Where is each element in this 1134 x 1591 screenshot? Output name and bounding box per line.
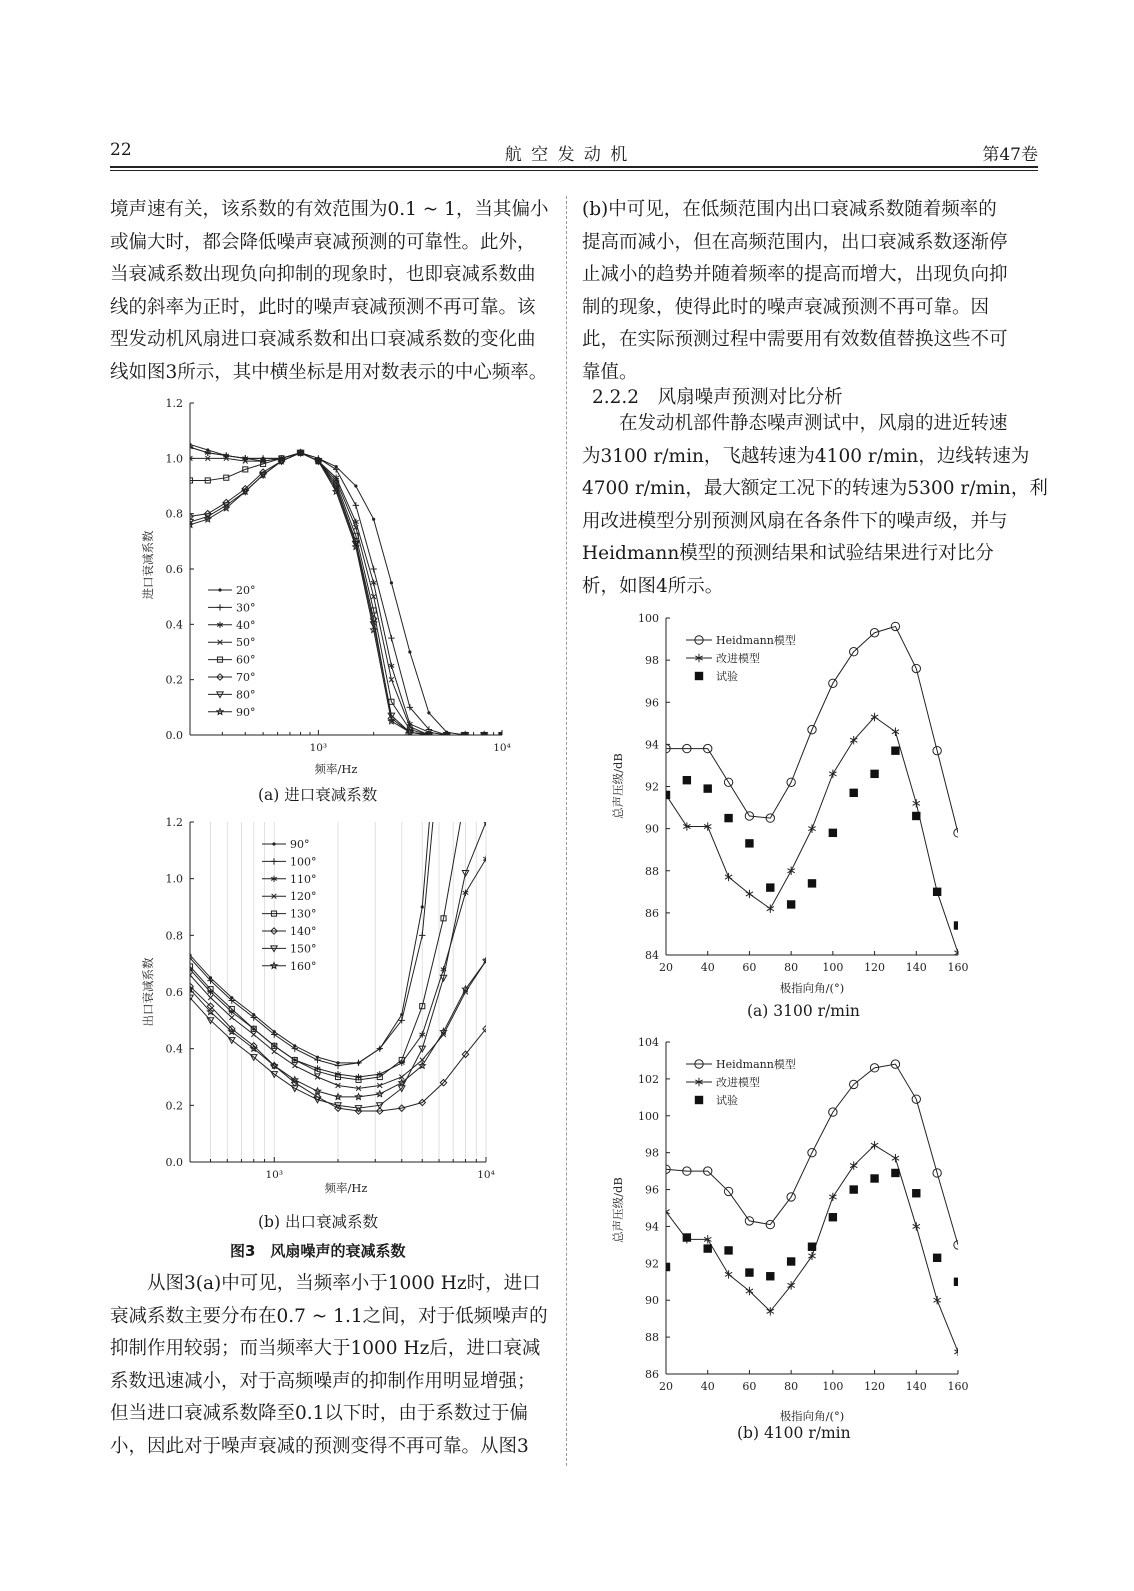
data-point [766, 883, 774, 891]
legend-label: 150° [290, 942, 317, 956]
data-point [704, 784, 712, 792]
data-point [419, 932, 425, 938]
legend-label: 改进模型 [716, 652, 760, 665]
data-point [388, 635, 394, 641]
data-point [891, 746, 899, 754]
x-axis-label: 极指向角/(°) [779, 1409, 845, 1423]
data-point [870, 1174, 878, 1182]
x-tick-label: 60 [742, 1380, 757, 1393]
data-point [808, 1243, 816, 1251]
y-tick-label: 96 [645, 696, 659, 710]
y-tick-label: 98 [645, 654, 659, 668]
x-axis-label: 频率/Hz [314, 762, 358, 776]
legend [262, 838, 317, 973]
legend-label: 40° [236, 618, 256, 632]
x-tick-label: 20 [659, 1380, 673, 1393]
fig4a-caption: (a) 3100 r/min [747, 1002, 860, 1020]
text-line: 线如图3所示，其中横坐标是用对数表示的中心频率。 [110, 361, 548, 383]
data-point [746, 890, 753, 898]
text-line: 用改进模型分别预测风扇在各条件下的噪声级，并与 [582, 510, 1008, 532]
legend-label: 试验 [716, 1094, 738, 1107]
text-line: 衰减系数主要分布在0.7 ~ 1.1之间，对于低频噪声的 [110, 1305, 548, 1327]
data-point [427, 711, 430, 714]
data-point [724, 814, 732, 822]
text-line: 线的斜率为正时，此时的噪声衰减预测不再可靠。该 [110, 296, 536, 318]
data-point [725, 1270, 732, 1278]
x-axis-label: 频率/Hz [324, 1181, 368, 1195]
fig3b-chart [110, 812, 550, 1202]
data-point [808, 879, 816, 887]
x-tick-label: 10⁴ [493, 742, 511, 754]
data-point [891, 1169, 899, 1177]
data-point [390, 581, 393, 584]
data-point [333, 466, 339, 472]
y-tick-label: 104 [638, 1036, 659, 1049]
x-tick-label: 80 [784, 1380, 799, 1393]
subsection-heading: 2.2.2 风扇噪声预测对比分析 [592, 387, 843, 408]
plot-area [662, 1060, 962, 1356]
data-point [766, 1272, 774, 1280]
data-point [315, 1075, 320, 1080]
y-tick-label: 84 [645, 949, 659, 962]
header-rule-thick [110, 166, 1038, 168]
data-point [787, 900, 795, 908]
y-axis-label: 出口衰减系数 [141, 957, 155, 1027]
legend [208, 584, 256, 719]
y-tick-label: 100 [638, 1109, 659, 1123]
y-tick-label: 94 [645, 1220, 659, 1234]
data-point [913, 1222, 920, 1230]
data-point [933, 1254, 941, 1262]
x-tick-label: 100 [822, 961, 844, 974]
legend-label: 80° [236, 688, 256, 702]
text-line: (b)中可见，在低频范围内出口衰减系数随着频率的 [582, 199, 997, 220]
x-tick-label: 10³ [265, 1169, 284, 1181]
x-tick-label: 80 [784, 961, 799, 974]
series-80° [187, 450, 505, 738]
page-number: 22 [110, 140, 132, 160]
y-tick-label: 1.2 [165, 397, 183, 410]
y-tick-label: 86 [645, 1368, 659, 1381]
data-point [371, 580, 377, 586]
data-point [662, 1263, 670, 1271]
y-tick-label: 0.4 [165, 618, 183, 632]
right-paragraph-2 [582, 408, 1048, 603]
data-point [408, 650, 411, 653]
text-line: 小，因此对于噪声衰减的预测变得不再可靠。从图3 [110, 1435, 529, 1457]
y-tick-label: 0.0 [165, 729, 183, 742]
volume-label: 第47卷 [982, 145, 1038, 165]
data-point [463, 890, 469, 896]
data-point [913, 799, 920, 807]
data-point [370, 566, 376, 572]
data-point [355, 1060, 361, 1066]
data-point [934, 1296, 941, 1304]
legend-label: 试验 [716, 670, 738, 683]
y-tick-label: 92 [645, 1257, 659, 1271]
text-line: 抑制作用较弱；而当频率大于1000 Hz后，进口衰减 [110, 1338, 541, 1359]
header-rule-thin [110, 170, 1038, 171]
data-point [767, 904, 774, 912]
text-line: 4700 r/min，最大额定工况下的转速为5300 r/min，利 [582, 478, 1048, 499]
data-point [954, 1348, 961, 1356]
y-tick-label: 1.0 [165, 452, 183, 466]
data-point [954, 829, 962, 837]
data-point [704, 1244, 712, 1252]
data-point [954, 1278, 962, 1286]
series-60° [187, 450, 504, 737]
data-point [683, 776, 691, 784]
column-divider [566, 196, 567, 1466]
y-tick-label: 96 [645, 1183, 659, 1197]
data-point [229, 1015, 234, 1020]
y-tick-label: 0.8 [165, 929, 183, 943]
data-point [788, 867, 795, 875]
legend-marker [217, 604, 223, 610]
legend-label: 130° [290, 907, 317, 921]
legend [686, 633, 796, 683]
y-tick-label: 0.4 [165, 1042, 183, 1056]
x-tick-label: 40 [700, 961, 715, 974]
legend-label: 改进模型 [716, 1076, 760, 1089]
legend-label: 140° [290, 925, 317, 938]
y-tick-label: 94 [645, 738, 659, 752]
data-point [954, 1241, 962, 1249]
y-tick-label: 1.2 [165, 816, 183, 829]
x-tick-label: 140 [905, 1380, 927, 1393]
legend-label: Heidmann模型 [716, 1058, 796, 1071]
x-tick-label: 60 [742, 961, 757, 974]
legend-label: 160° [290, 959, 317, 973]
series-30° [187, 444, 505, 738]
data-point [662, 791, 670, 799]
text-line: Heidmann模型的预测结果和试验结果进行对比分 [582, 543, 994, 564]
y-tick-label: 90 [645, 1294, 659, 1308]
data-point [353, 502, 359, 508]
y-axis-label: 总声压级/dB [611, 1177, 625, 1243]
legend-label: Heidmann模型 [716, 634, 796, 647]
legend-label: 100° [290, 855, 317, 869]
data-point [808, 824, 815, 832]
y-tick-label: 92 [645, 780, 659, 794]
y-tick-label: 90 [645, 822, 659, 836]
data-point [389, 663, 395, 669]
y-tick-label: 100 [638, 612, 659, 625]
data-point [829, 829, 837, 837]
text-line: 在发动机部件静态噪声测试中，风扇的进近转速 [619, 413, 1008, 434]
fig3a-caption: (a) 进口衰减系数 [258, 786, 378, 804]
data-point [354, 484, 357, 487]
legend [686, 1057, 796, 1107]
data-point [292, 1063, 297, 1068]
series-90° [187, 450, 505, 738]
x-tick-label: 140 [905, 961, 927, 974]
left-paragraph-2 [110, 1268, 548, 1463]
fig4b-chart [604, 1032, 1014, 1427]
fig3-title: 图3 风扇噪声的衰减系数 [230, 1242, 406, 1260]
legend-marker [271, 858, 277, 864]
y-axis-label: 总声压级/dB [611, 753, 625, 819]
plot-area [187, 443, 505, 738]
text-line: 型发动机风扇进口衰减系数和出口衰减系数的变化曲 [110, 329, 536, 350]
data-point [912, 1189, 920, 1197]
legend-label: 50° [236, 636, 256, 650]
data-point [725, 873, 732, 881]
series-Heidmann模型 [662, 1060, 962, 1249]
text-line: 制的现象，使得此时的噪声衰减预测不再可靠。因 [582, 296, 990, 318]
x-tick-label: 160 [947, 961, 969, 974]
x-axis-label: 极指向角/(°) [779, 981, 845, 995]
x-tick-label: 120 [864, 1380, 886, 1393]
y-tick-label: 86 [645, 906, 659, 920]
right-paragraph-1 [582, 194, 1014, 389]
data-point [850, 1185, 858, 1193]
text-line: 当衰减系数出现负向抑制的现象时，也即衰减系数曲 [110, 264, 536, 285]
x-tick-label: 10⁴ [477, 1169, 495, 1181]
data-point [850, 789, 858, 797]
x-tick-label: 160 [947, 1380, 969, 1393]
data-point [892, 1154, 899, 1162]
text-line: 系数迅速减小，对于高频噪声的抑制作用明显增强； [110, 1370, 536, 1392]
text-line: 但当进口衰减系数降至0.1以下时，由于系数过于偏 [110, 1403, 528, 1424]
data-point [421, 905, 424, 908]
text-line: 从图3(a)中可见，当频率小于1000 Hz时，进口 [147, 1273, 541, 1294]
data-point [335, 1062, 341, 1068]
legend-label: 60° [236, 653, 256, 667]
y-tick-label: 102 [638, 1072, 659, 1086]
x-tick-label: 100 [822, 1380, 844, 1393]
data-point [892, 728, 899, 736]
y-tick-label: 0.8 [165, 507, 183, 521]
x-tick-label: 20 [659, 961, 673, 974]
data-point [954, 921, 962, 929]
y-tick-label: 0.2 [165, 1099, 183, 1113]
fig4a-chart [604, 608, 1014, 998]
text-line: 析，如图4所示。 [582, 575, 724, 597]
text-line: 靠值。 [582, 361, 638, 383]
series-试验 [662, 746, 962, 929]
x-tick-label: 40 [700, 1380, 715, 1393]
data-point [683, 1233, 691, 1241]
text-line: 此，在实际预测过程中需要用有效数值替换这些不可 [582, 329, 1008, 350]
legend-marker [218, 588, 221, 591]
data-point [829, 1213, 837, 1221]
legend-marker [272, 842, 275, 845]
y-tick-label: 88 [645, 864, 659, 878]
y-tick-label: 98 [645, 1146, 659, 1160]
y-tick-label: 0.6 [165, 986, 183, 999]
series-line [666, 1064, 958, 1245]
data-point [954, 949, 961, 957]
fig4b-caption: (b) 4100 r/min [737, 1424, 851, 1442]
legend-label: 90° [290, 838, 310, 851]
legend-marker [695, 1096, 703, 1104]
legend-label: 120° [290, 890, 317, 904]
data-point [483, 856, 489, 862]
text-line: 为3100 r/min，飞越转速为4100 r/min，边线转速为 [582, 445, 1030, 467]
data-point [829, 770, 836, 778]
text-line: 止减小的趋势并随着频率的提高而增大，出现负向抑 [582, 264, 1008, 285]
series-70° [187, 450, 505, 739]
legend-label: 70° [236, 671, 256, 684]
legend-label: 30° [236, 601, 256, 615]
legend-label: 90° [236, 705, 256, 719]
y-axis-label: 进口衰减系数 [141, 530, 155, 600]
data-point [372, 518, 375, 521]
y-tick-label: 88 [645, 1331, 659, 1345]
y-tick-label: 0.0 [165, 1156, 183, 1169]
journal-title: 航 空 发 动 机 [504, 145, 630, 165]
text-line: 提高而减小，但在高频范围内，出口衰减系数逐渐停 [582, 231, 1008, 253]
x-tick-label: 120 [864, 961, 886, 974]
y-tick-label: 0.6 [165, 563, 183, 576]
text-line: 或偏大时，都会降低噪声衰减预测的可靠性。此外， [110, 231, 536, 253]
text-line: 境声速有关，该系数的有效范围为0.1 ~ 1，当其偏小 [110, 199, 549, 220]
y-tick-label: 1.0 [165, 872, 183, 886]
fig3a-chart [110, 395, 550, 780]
data-point [745, 839, 753, 847]
data-point [787, 1257, 795, 1265]
legend-marker [695, 672, 703, 680]
data-point [745, 1268, 753, 1276]
fig3b-caption: (b) 出口衰减系数 [258, 1213, 378, 1231]
data-point [912, 812, 920, 820]
left-paragraph-1 [110, 194, 549, 389]
series-改进模型 [662, 713, 961, 957]
data-point [870, 770, 878, 778]
plot-area [662, 622, 962, 957]
legend-label: 110° [290, 872, 317, 886]
data-point [724, 1246, 732, 1254]
data-point [933, 888, 941, 896]
legend-label: 20° [236, 584, 256, 597]
x-tick-label: 10³ [309, 742, 328, 754]
y-tick-label: 0.2 [165, 673, 183, 687]
